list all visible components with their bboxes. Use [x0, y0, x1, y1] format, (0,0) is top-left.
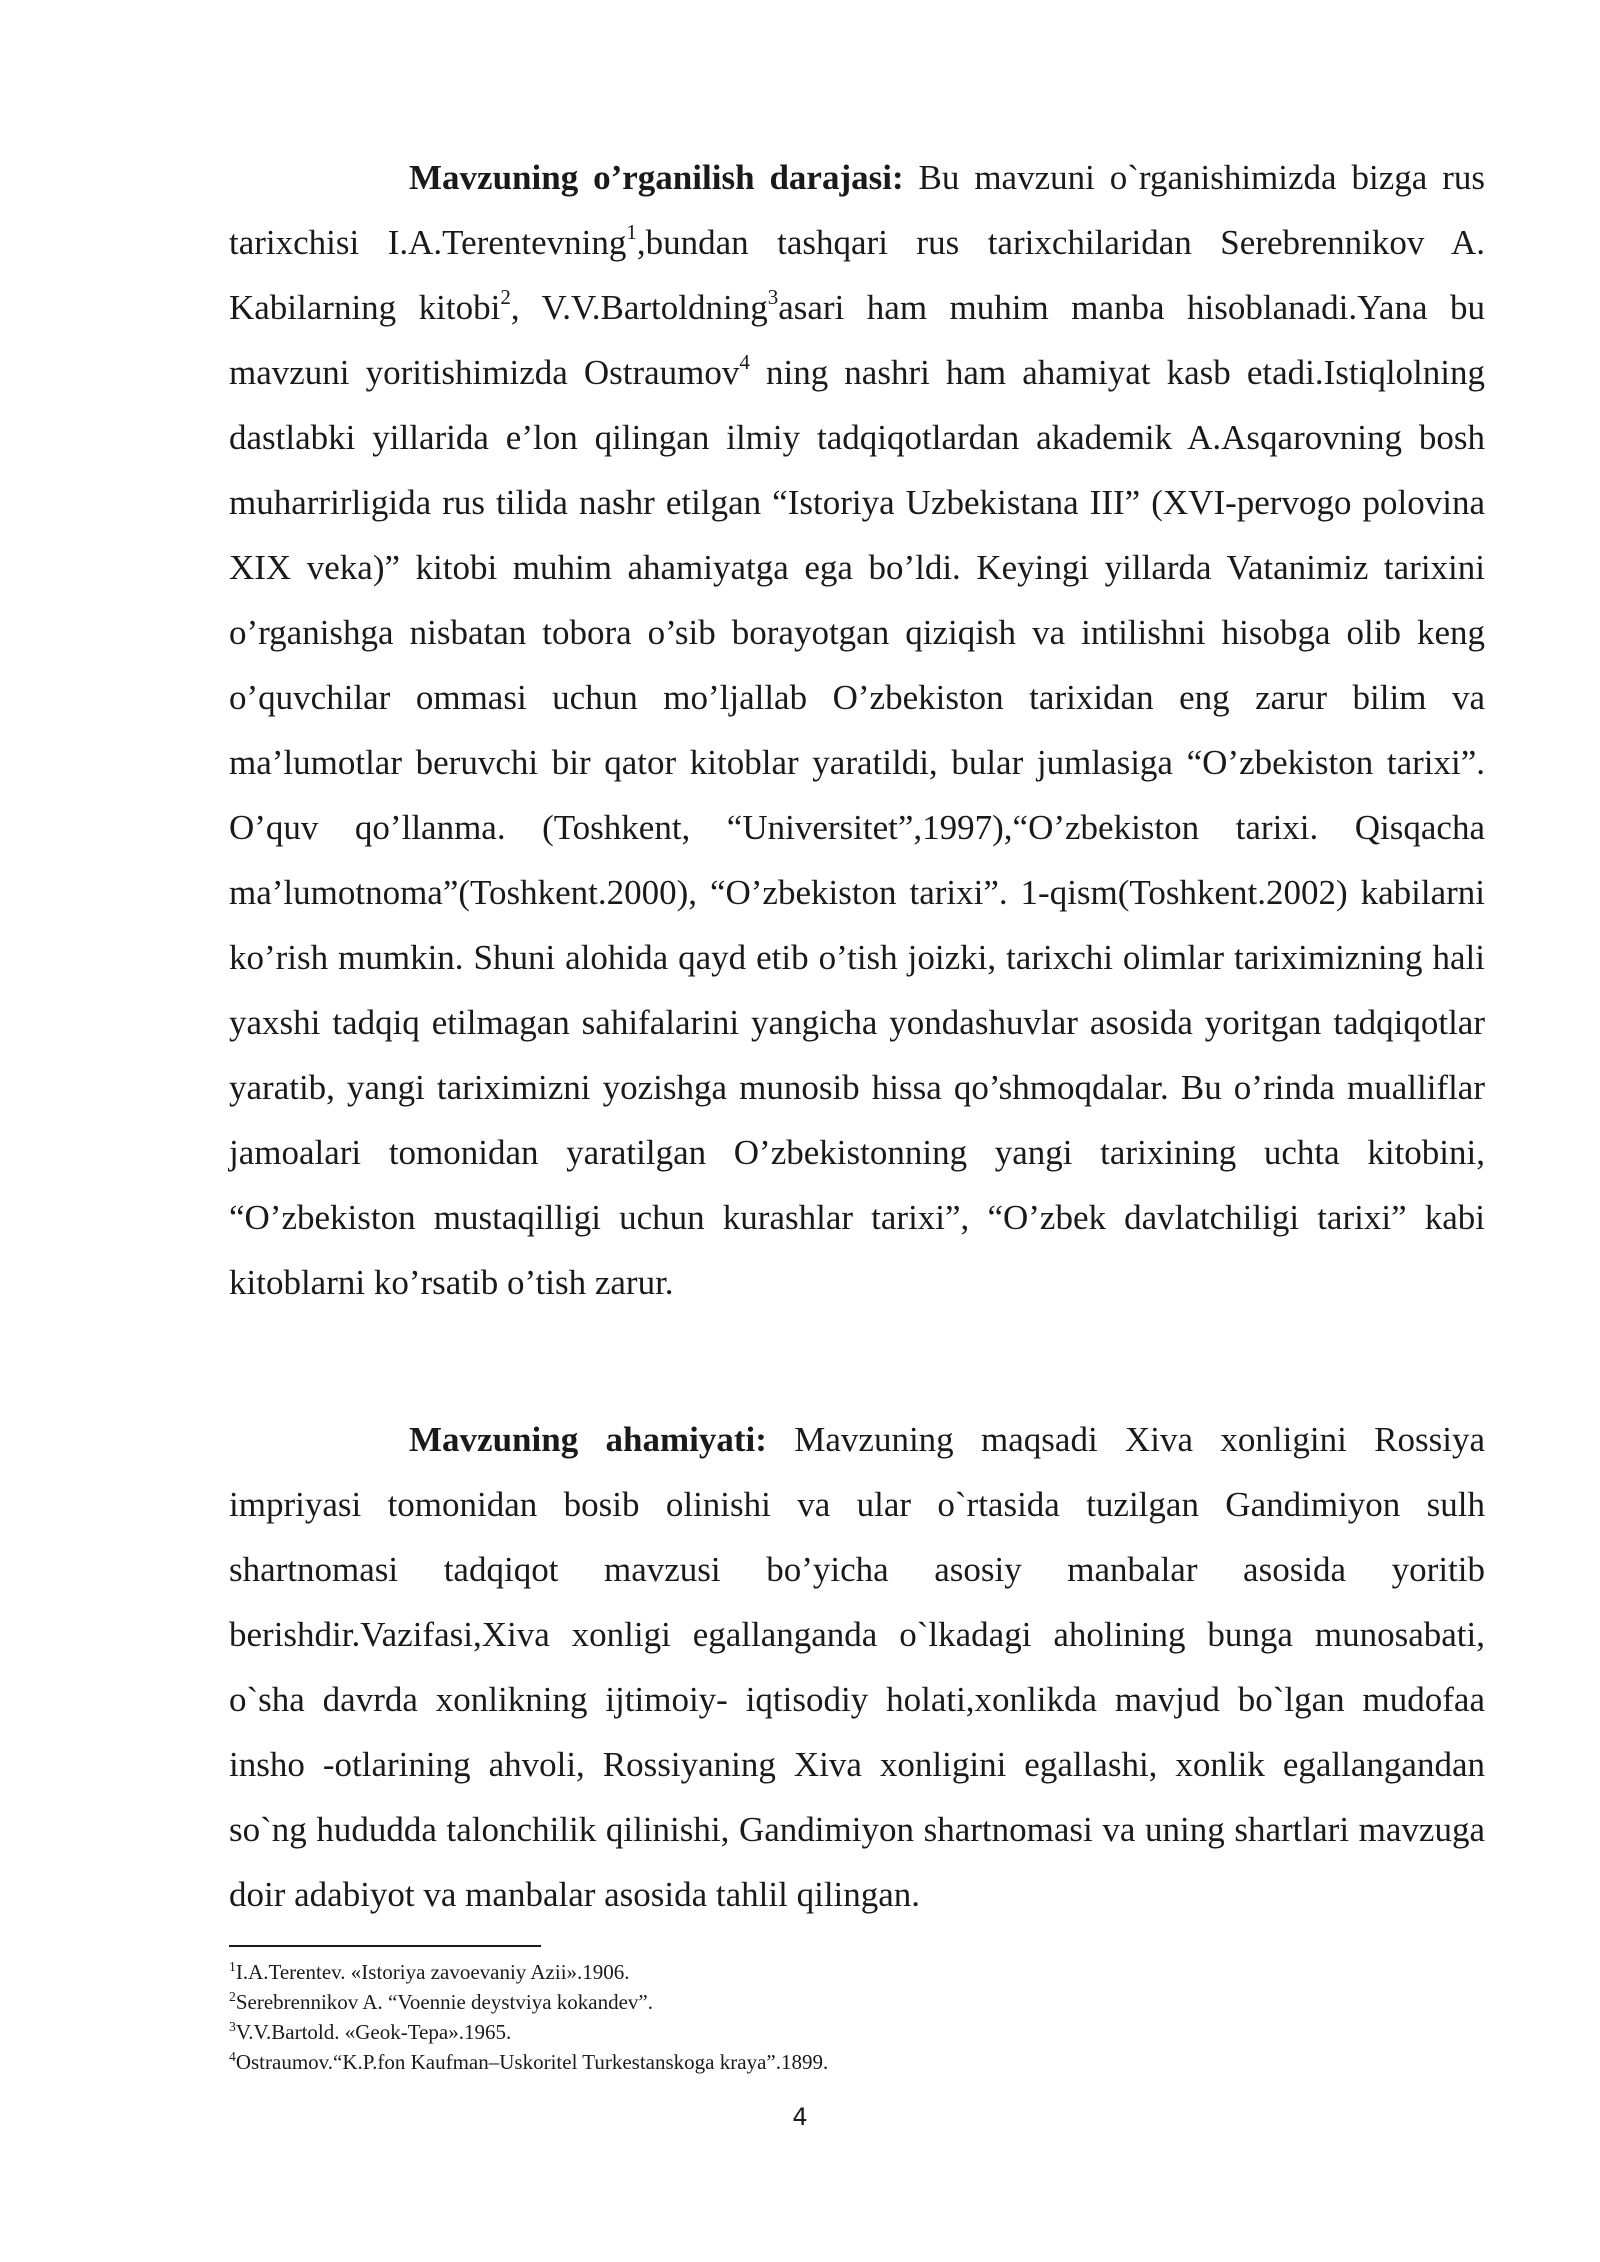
- section-heading-study-level: Mavzuning o’rganilish darajasi:: [409, 158, 904, 197]
- footnote-ref-1[interactable]: 1: [626, 220, 637, 245]
- footnote-text: V.V.Bartold. «Geok-Tepa».1965.: [235, 2020, 512, 2044]
- footnotes-list: [229, 1957, 1485, 2077]
- footnote-number: 4: [229, 2048, 236, 2064]
- footnote-ref-3[interactable]: 3: [767, 285, 779, 310]
- paragraph-text: , V.V.Bartoldning: [510, 288, 768, 327]
- footnote-number: 2: [229, 1988, 236, 2004]
- footnote-item: [229, 1957, 1485, 1987]
- section-heading-significance: Mavzuning ahamiyati:: [409, 1420, 767, 1459]
- paragraph-significance: [229, 1407, 1485, 1927]
- footnote-item: [229, 2017, 1485, 2047]
- paragraph-text: ,bundan tashqari rus tarixchilaridan Serebrennikov A. Kabilarning kitobi: [229, 223, 1485, 327]
- footnote-number: 3: [229, 2018, 236, 2034]
- footnote-separator: [229, 1945, 541, 1947]
- footnote-text: Ostraumov.“K.P.fon Kaufman–Uskoritel Turkestanskoga kraya”.1899.: [235, 2050, 829, 2074]
- page-number: 4: [792, 2103, 808, 2131]
- paragraph-text: asari ham muhim manba hisoblanadi.Yana bu mavzuni yoritishimizda Ostraumov: [229, 288, 1485, 392]
- paragraph-text: ning nashri ham ahamiyat kasb etadi.Istiqlolning dastlabki yillarida e’lon qilingan ilmiy tadqiqotlardan akademik A.Asqarovning bosh muharrirligida rus tilida nashr etilgan “Istoriya Uzbekistana III” (XVI-pervogo polovina XIX veka)” kitobi muhim ahamiyatga ega bo’ldi. Keyingi yillarda Vatanimiz tarixini o’rganishga nisbatan tobora o’sib borayotgan qiziqish va intilishni hisobga olib keng o’quvchilar ommasi uchun mo’ljallab O’zbekiston tarixidan eng zarur bilim va ma’lumotlar beruvchi bir qator kitoblar yaratildi, bular jumlasiga “O’zbekiston tarixi”. O’quv qo’llanma. (Toshkent, “Universitet”,1997),“O’zbekiston tarixi. Qisqacha ma’lumotnoma”(Toshkent.2000), “O’zbekiston tarixi”. 1-qism(Toshkent.2002) kabilarni ko’rish mumkin. Shuni alohida qayd etib o’tish joizki, tarixchi olimlar tariximizning hali yaxshi tadqiq etilmagan sahifalarini yangicha yondashuvlar asosida yoritgan tadqiqotlar yaratib, yangi tariximizni yozishga munosib hissa qo’shmoqdalar. Bu o’rinda mualliflar jamoalari tomonidan yaratilgan O’zbekistonning yangi tarixining uchta kitobini, “O’zbekiston mustaqilligi uchun kurashlar tarixi”, “O’zbek davlatchiligi tarixi” kabi kitoblarni ko’rsatib o’tish zarur.: [229, 353, 1485, 1302]
- footnote-item: [229, 2047, 1485, 2077]
- paragraph-text: Bu mavzuni o`rganishimizda bizga rus tarixchisi I.A.Terentevning: [229, 158, 1485, 262]
- footnote-number: 1: [229, 1958, 236, 1974]
- footnote-ref-4[interactable]: 4: [739, 350, 750, 375]
- footnote-text: I.A.Terentev. «Istoriya zavoevaniy Azii».1906.: [235, 1960, 630, 1984]
- footnote-ref-2[interactable]: 2: [500, 285, 511, 310]
- paragraph-text: Mavzuning maqsadi Xiva xonligini Rossiya impriyasi tomonidan bosib olinishi va ular o`rtasida tuzilgan Gandimiyon sulh shartnomasi tadqiqot mavzusi bo’yicha asosiy manbalar asosida yoritib berishdir.Vazifasi,Xiva xonligi egallanganda o`lkadagi aholining bunga munosabati, o`sha davrda xonlikning ijtimoiy- iqtisodiy holati,xonlikda mavjud bo`lgan mudofaa insho -otlarining ahvoli, Rossiyaning Xiva xonligini egallashi, xonlik egallangandan so`ng hududda talonchilik qilinishi, Gandimiyon shartnomasi va uning shartlari mavzuga doir adabiyot va manbalar asosida tahlil qilingan.: [229, 1420, 1485, 1914]
- footnote-item: [229, 1987, 1485, 2017]
- paragraph-study-level: [229, 145, 1485, 1315]
- footnote-text: Serebrennikov A. “Voennie deystviya kokandev”.: [235, 1990, 653, 2014]
